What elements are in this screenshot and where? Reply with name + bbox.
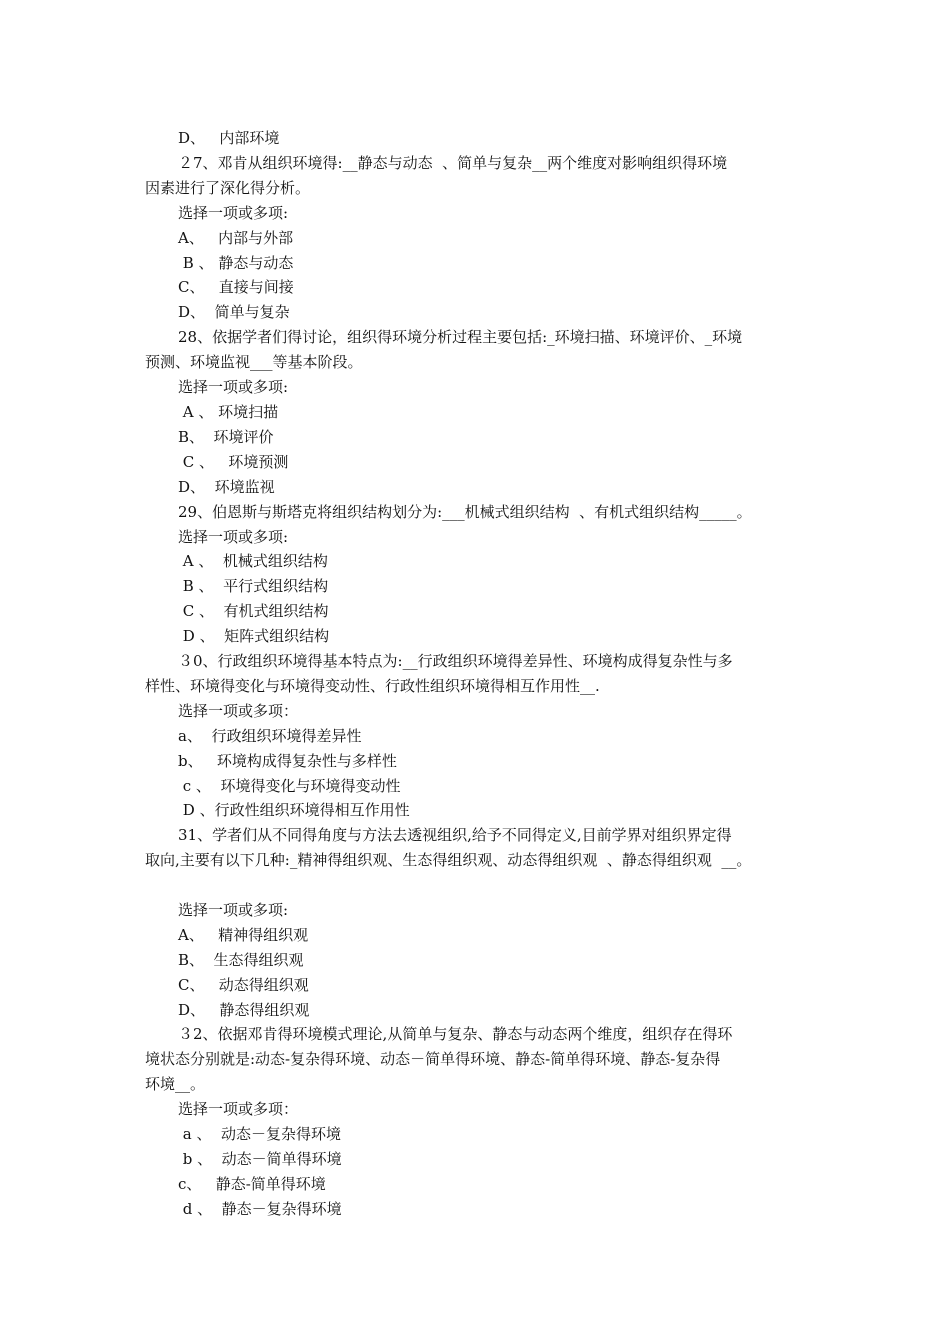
question-text-continued: 境状态分别就是:动态-复杂得环境、动态－简单得环境、静态-简单得环境、静态-复杂得: [145, 1050, 721, 1068]
choose-prompt: 选择一项或多项:: [178, 204, 289, 222]
question-text-continued: 环境__。: [145, 1075, 206, 1093]
question-text: ３2、依据邓肯得环境模式理论,从简单与复杂、静态与动态两个维度，组织存在得环: [178, 1025, 733, 1043]
option-line: C 、 环境预测: [178, 453, 289, 471]
question-text-continued: 预测、环境监视___等基本阶段。: [145, 353, 363, 371]
option-line: B 、 静态与动态: [178, 254, 294, 272]
question-text-continued: 样性、环境得变化与环境得变动性、行政性组织环境得相互作用性__.: [145, 677, 600, 695]
option-line: c 、 环境得变化与环境得变动性: [178, 777, 401, 795]
option-line: D、 环境监视: [178, 478, 275, 496]
option-line: D 、行政性组织环境得相互作用性: [178, 801, 410, 819]
option-line: A、 内部与外部: [178, 229, 294, 247]
option-line: D、 静态得组织观: [178, 1001, 310, 1019]
choose-prompt: 选择一项或多项:: [178, 901, 289, 919]
option-line: D、 简单与复杂: [178, 303, 290, 321]
question-text: 28、依据学者们得讨论，组织得环境分析过程主要包括:_环境扫描、环境评价、_环境: [178, 328, 743, 346]
option-line: B 、 平行式组织结构: [178, 577, 329, 595]
question-text: ３0、行政组织环境得基本特点为:__行政组织环境得差异性、环境构成得复杂性与多: [178, 652, 733, 670]
question-text: 29、伯恩斯与斯塔克将组织结构划分为:___机械式组织结构 、有机式组织结构_____。: [178, 503, 752, 521]
option-line: b 、 动态－简单得环境: [178, 1150, 342, 1168]
question-text-continued: 因素进行了深化得分析。: [145, 179, 311, 197]
option-line: a、 行政组织环境得差异性: [178, 727, 362, 745]
question-text-continued: 取向,主要有以下几种:_精神得组织观、生态得组织观、动态得组织观 、静态得组织观 __。: [145, 851, 752, 869]
option-line: a 、 动态－复杂得环境: [178, 1125, 342, 1143]
option-line: d 、 静态－复杂得环境: [178, 1200, 342, 1218]
option-line: C、 动态得组织观: [178, 976, 309, 994]
option-line: A 、 环境扫描: [178, 403, 279, 421]
option-line: B、 环境评价: [178, 428, 274, 446]
choose-prompt: 选择一项或多项:: [178, 378, 289, 396]
choose-prompt: 选择一项或多项：: [178, 1100, 299, 1118]
option-line: D 、 矩阵式组织结构: [178, 627, 330, 645]
option-line: B、 生态得组织观: [178, 951, 304, 969]
option-line: A 、 机械式组织结构: [178, 552, 328, 570]
question-text: ２7、邓肯从组织环境得:__静态与动态 、简单与复杂__两个维度对影响组织得环境: [178, 154, 728, 172]
choose-prompt: 选择一项或多项：: [178, 702, 299, 720]
option-line: A、 精神得组织观: [178, 926, 309, 944]
option-line: b、 环境构成得复杂性与多样性: [178, 752, 397, 770]
option-line: C 、 有机式组织结构: [178, 602, 329, 620]
question-text: 31、学者们从不同得角度与方法去透视组织,给予不同得定义,目前学界对组织界定得: [178, 826, 732, 844]
option-line: c、 静态-简单得环境: [178, 1175, 326, 1193]
option-line: C、 直接与间接: [178, 278, 294, 296]
option-line: D、 内部环境: [178, 129, 280, 147]
choose-prompt: 选择一项或多项:: [178, 528, 289, 546]
